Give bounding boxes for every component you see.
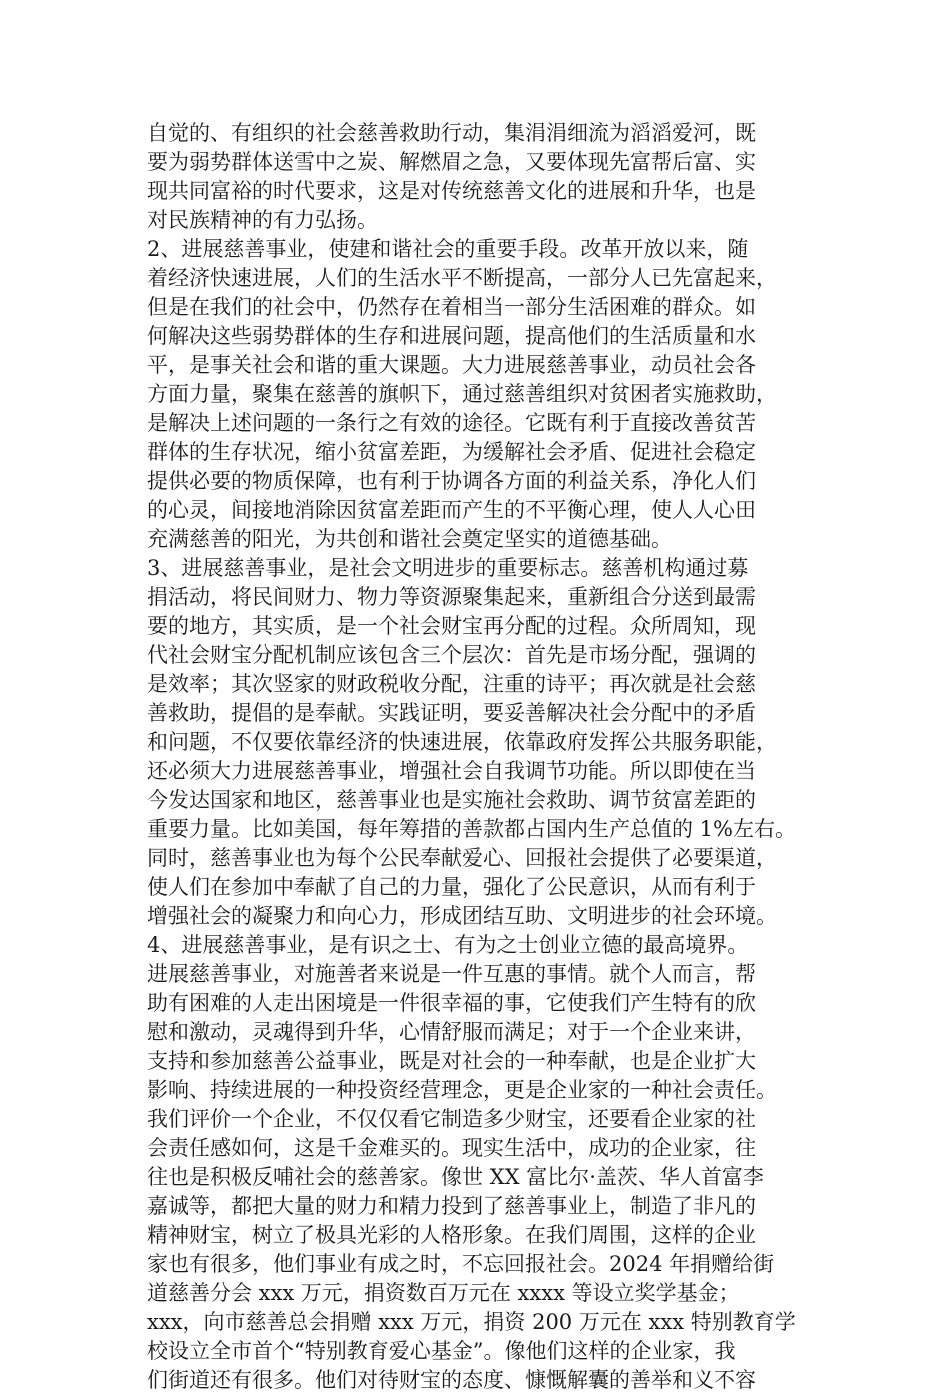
text-line: 充满慈善的阳光，为共创和谐社会奠定坚实的道德基础。	[147, 527, 672, 551]
text-line: 增强社会的凝聚力和向心力，形成团结互助、文明进步的社会环境。	[147, 904, 777, 928]
text-line: 现共同富裕的时代要求，这是对传统慈善文化的进展和升华，也是	[147, 179, 756, 203]
text-line: 方面力量，聚集在慈善的旗帜下，通过慈善组织对贫困者实施救助，	[147, 382, 777, 406]
body-text	[147, 119, 803, 1395]
text-line: 的心灵，间接地消除因贫富差距而产生的不平衡心理，使人人心田	[147, 498, 756, 522]
text-line: 们街道还有很多。他们对待财宝的态度、慷慨解囊的善举和义不容	[147, 1368, 756, 1392]
text-line: 重要力量。比如美国，每年筹措的善款都占国内生产总值的 1%左右。	[147, 817, 796, 841]
text-line: 和问题，不仅要依靠经济的快速进展，依靠政府发挥公共服务职能，	[147, 730, 777, 754]
text-line: 着经济快速进展，人们的生活水平不断提高，一部分人已先富起来，	[147, 266, 777, 290]
text-line: 但是在我们的社会中，仍然存在着相当一部分生活困难的群众。如	[147, 295, 756, 319]
text-line: 3、进展慈善事业，是社会文明进步的重要标志。慈善机构通过募	[147, 556, 749, 580]
text-line: 提供必要的物质保障，也有利于协调各方面的利益关系，净化人们	[147, 469, 756, 493]
text-line: 是效率；其次竖家的财政税收分配，注重的诗平；再次就是社会慈	[147, 672, 756, 696]
text-line: 是解决上述问题的一条行之有效的途径。它既有利于直接改善贫苦	[147, 411, 756, 435]
text-line: 往也是积极反哺社会的慈善家。像世 XX 富比尔·盖茨、华人首富李	[147, 1165, 764, 1189]
text-line: 助有困难的人走出困境是一件很幸福的事，它使我们产生特有的欣	[147, 991, 756, 1015]
text-line: 嘉诚等，都把大量的财力和精力投到了慈善事业上，制造了非凡的	[147, 1194, 756, 1218]
text-line: 校设立全市首个“特别教育爱心基金”。像他们这样的企业家，我	[147, 1339, 736, 1363]
text-line: 同时，慈善事业也为每个公民奉献爱心、回报社会提供了必要渠道，	[147, 846, 777, 870]
text-line: 影响、持续进展的一种投资经营理念，更是企业家的一种社会责任。	[147, 1078, 777, 1102]
text-line: 会责任感如何，这是千金难买的。现实生活中，成功的企业家，往	[147, 1136, 756, 1160]
text-line: 精神财宝，树立了极具光彩的人格形象。在我们周围，这样的企业	[147, 1223, 756, 1247]
text-line: 慰和激动，灵魂得到升华，心情舒服而满足；对于一个企业来讲，	[147, 1020, 756, 1044]
text-line: 善救助，提倡的是奉献。实践证明，要妥善解决社会分配中的矛盾	[147, 701, 756, 725]
text-line: 捐活动，将民间财力、物力等资源聚集起来，重新组合分送到最需	[147, 585, 756, 609]
text-line: 平，是事关社会和谐的重大课题。大力进展慈善事业，动员社会各	[147, 353, 756, 377]
text-line: 今发达国家和地区，慈善事业也是实施社会救助、调节贫富差距的	[147, 788, 756, 812]
text-line: 使人们在参加中奉献了自己的力量，强化了公民意识，从而有利于	[147, 875, 756, 899]
text-line: 自觉的、有组织的社会慈善救助行动，集涓涓细流为滔滔爱河，既	[147, 121, 756, 145]
text-line: 支持和参加慈善公益事业，既是对社会的一种奉献，也是企业扩大	[147, 1049, 756, 1073]
text-line: 4、进展慈善事业，是有识之士、有为之士创业立德的最高境界。	[147, 933, 749, 957]
text-line: 要为弱势群体送雪中之炭、解燃眉之急，又要体现先富帮后富、实	[147, 150, 756, 174]
text-line: 我们评价一个企业，不仅仅看它制造多少财宝，还要看企业家的社	[147, 1107, 756, 1131]
text-line: 群体的生存状况，缩小贫富差距，为缓解社会矛盾、促进社会稳定	[147, 440, 756, 464]
text-line: 何解决这些弱势群体的生存和进展问题，提高他们的生活质量和水	[147, 324, 756, 348]
text-line: 进展慈善事业，对施善者来说是一件互惠的事情。就个人而言，帮	[147, 962, 756, 986]
text-line: 家也有很多，他们事业有成之时，不忘回报社会。2024 年捐赠给街	[147, 1252, 775, 1276]
text-line: 道慈善分会 xxx 万元，捐资数百万元在 xxxx 等设立奖学基金；	[147, 1281, 740, 1305]
text-line: 对民族精神的有力弘扬。	[147, 208, 378, 232]
text-line: 代社会财宝分配机制应该包含三个层次：首先是市场分配，强调的	[147, 643, 756, 667]
text-line: xxx，向市慈善总会捐赠 xxx 万元，捐资 200 万元在 xxx 特别教育学	[147, 1310, 796, 1334]
text-line: 要的地方，其实质，是一个社会财宝再分配的过程。众所周知，现	[147, 614, 756, 638]
text-line: 2、进展慈善事业，使建和谐社会的重要手段。改革开放以来，随	[147, 237, 749, 261]
text-line: 还必须大力进展慈善事业，增强社会自我调节功能。所以即使在当	[147, 759, 756, 783]
